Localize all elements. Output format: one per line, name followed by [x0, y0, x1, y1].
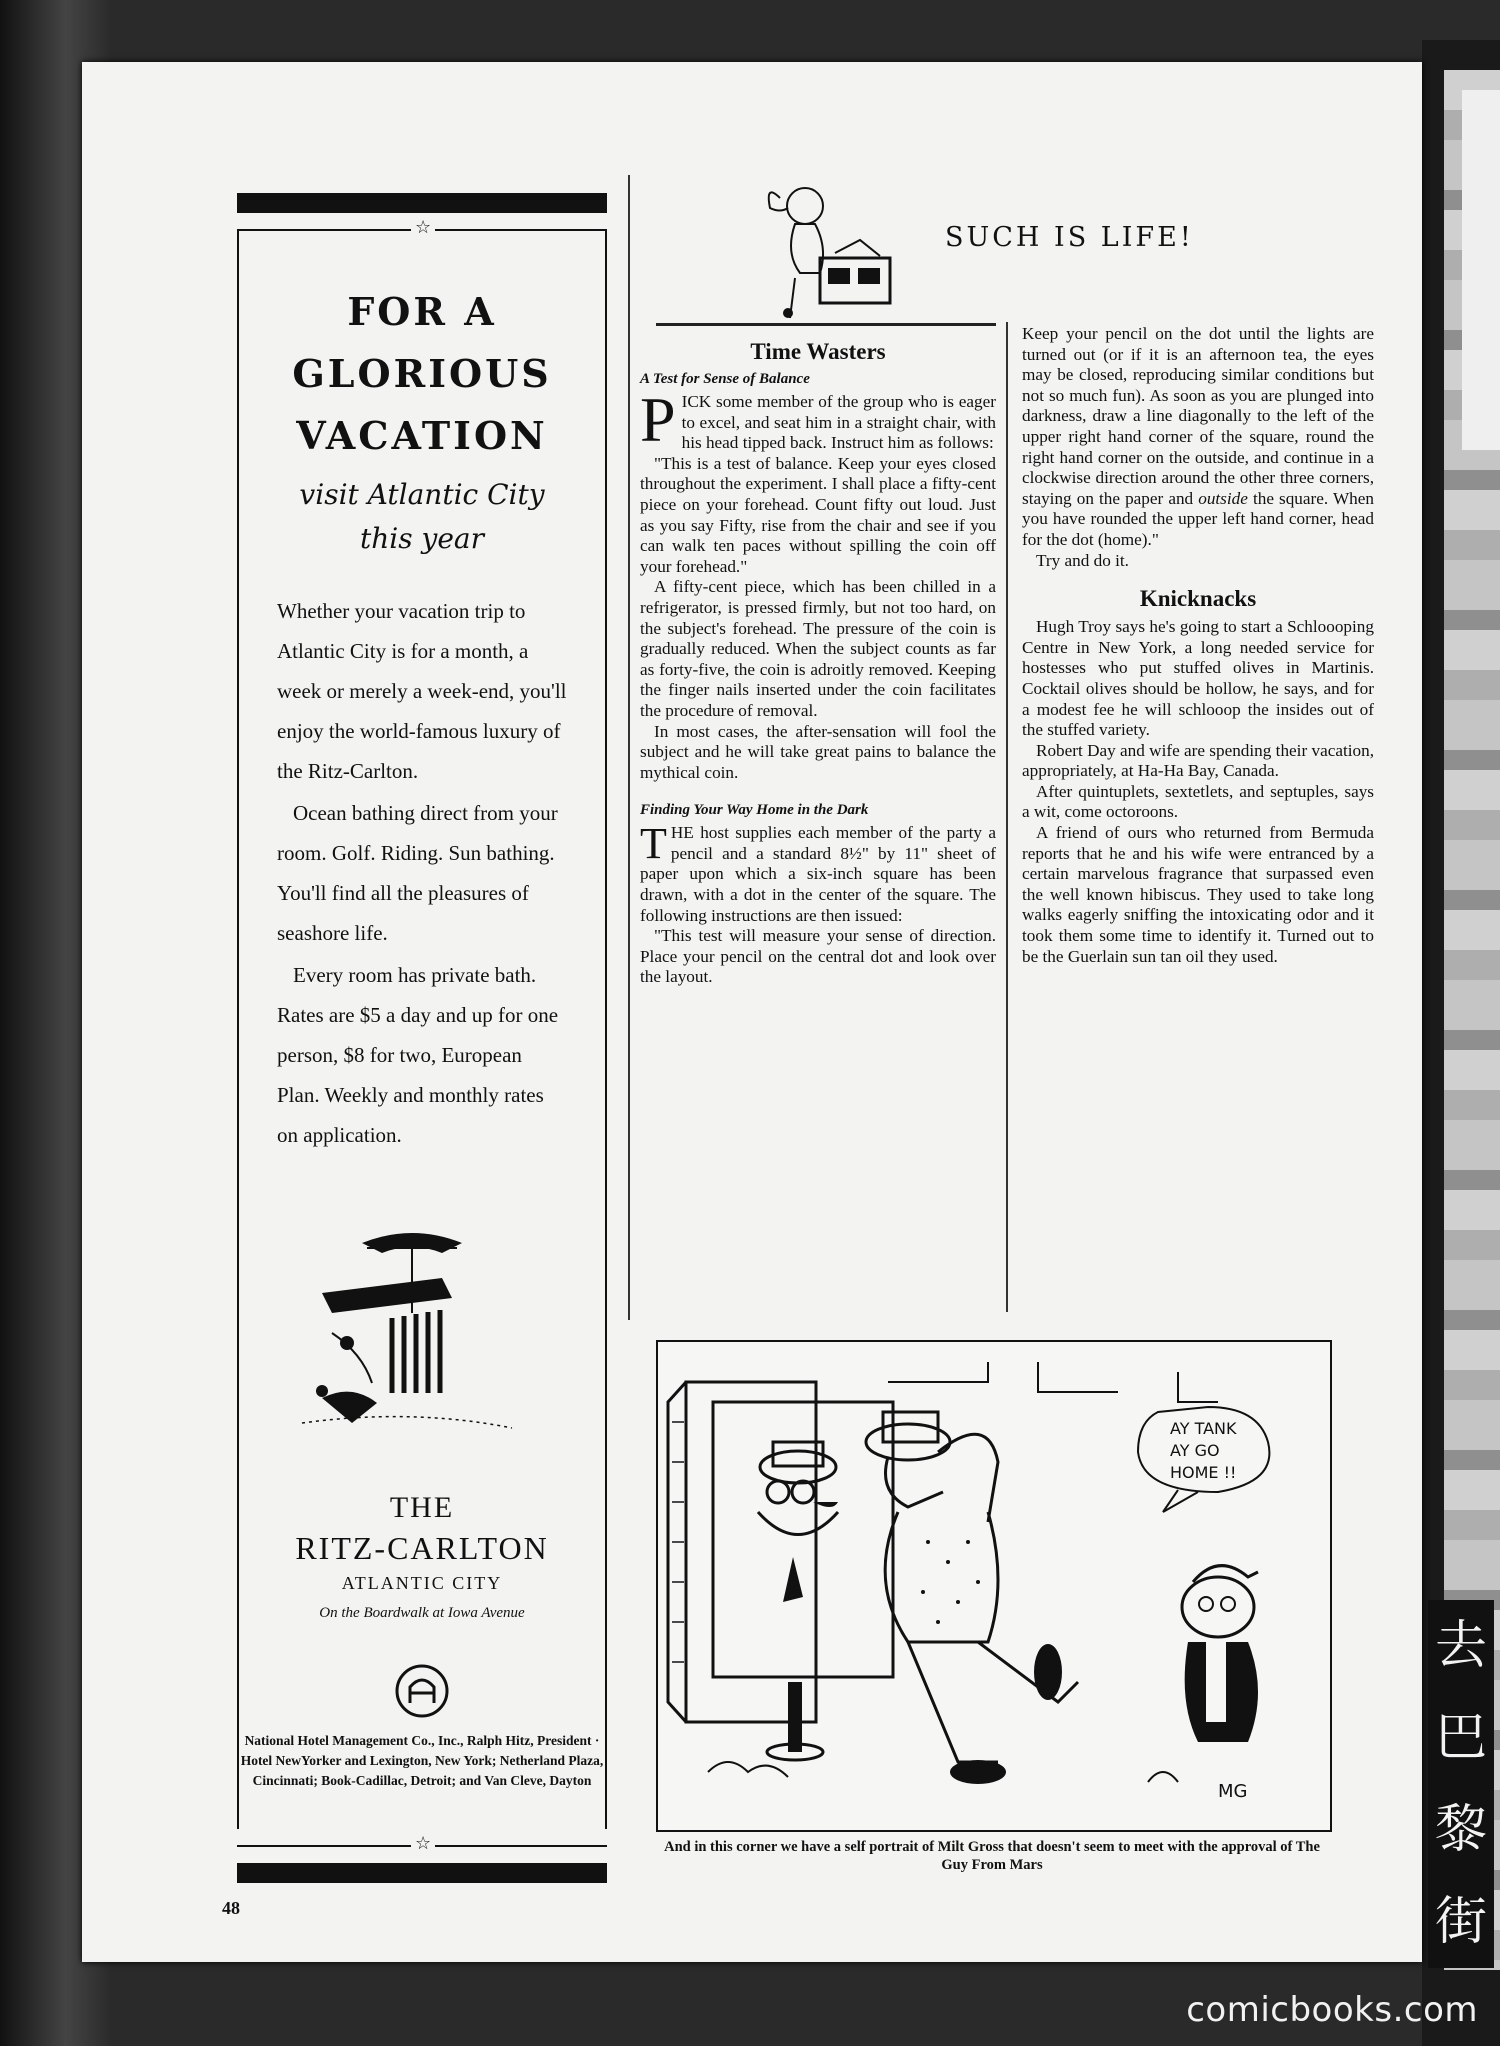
speech-line: AY GO — [1170, 1441, 1220, 1460]
article-paragraph: THE host supplies each member of the party a pencil and a standard 8½" by 11" sheet of paper upon which a six-inch square has been drawn, with a dot in the center of the square. The following instructions are then issued: — [640, 819, 996, 925]
article-paragraph: PICK some member of the group who is eager to excel, and seat him in a straight chair, with his head tipped back. Instruct him as follows: — [640, 384, 996, 455]
watermark: comicbooks.com — [1186, 1990, 1478, 2030]
adjacent-page-letter — [1462, 90, 1500, 450]
drop-cap: T — [640, 819, 667, 869]
article-paragraph: "This is a test of balance. Keep your eyes closed throughout the experiment. I shall place a fifty-cent piece on your forehead. Count fifty out loud. Just as you say Fifty, rise from the chair and see if you can walk ten paces without spilling the coin off your forehead." — [640, 453, 996, 576]
adjacent-page-cjk-text: 去 巴 黎 街 — [1428, 1600, 1494, 1968]
article-paragraph: Try and do it. — [1036, 550, 1129, 570]
hotel-logo-icon — [394, 1663, 450, 1719]
article-paragraph: In most cases, the after-sensation will fool the subject and he will take great pains to balance the mythical coin. — [640, 721, 996, 782]
ad-subhead: visit Atlantic City this year — [299, 478, 545, 555]
article-paragraph: Robert Day and wife are spending their vacation, appropriately, at Ha-Ha Bay, Canada. — [1022, 740, 1374, 781]
column-divider — [628, 175, 630, 1320]
article-column-right — [1022, 324, 1374, 967]
article-paragraph: "This test will measure your sense of direction. Place your pencil on the central dot and look over the layout. — [640, 926, 996, 987]
cartoon-drawing — [658, 1342, 1330, 1830]
section-subheading: A Test for Sense of Balance — [640, 371, 810, 387]
signature: MG — [1218, 1781, 1248, 1802]
section-heading: Knicknacks — [1139, 586, 1257, 612]
beach-cabana-illustration — [292, 1223, 522, 1453]
ad-headline: FOR A GLORIOUS VACATION — [292, 289, 552, 458]
ad-paragraph: Whether your vacation trip to Atlantic City is for a month, a week or merely a week-end, you'll enjoy the world-famous luxury of the Ritz-Carlton. — [277, 599, 567, 783]
ad-bottom-bar — [237, 1863, 607, 1883]
hotel-name-block: THE RITZ-CARLTON ATLANTIC CITY On the Boardwalk at Iowa Avenue — [295, 1491, 549, 1621]
page-number: 48 — [222, 1898, 240, 1918]
cartoon-caption: And in this corner we have a self portrait of Milt Gross that doesn't seem to meet with the approval of The Guy From Mars — [664, 1839, 1320, 1873]
article-paragraph: A friend of ours who returned from Bermuda reports that he and his wife were entranced by a certain marvelous fragrance that surpassed even the well known hibiscus. They used to take long walks eagerly sniffing the intoxicating odor and it took them some time to identify it. Turned out to be the Guerlain sun tan oil they used. — [1022, 823, 1374, 966]
cartoon-panel — [656, 1340, 1332, 1832]
article-paragraph: Hugh Troy says he's going to start a Schloooping Centre in New York, a long needed service for hostesses who put stuffed olives in Martinis. Cocktail olives should be hollow, he says, and for a modest fee he will schlooop the insides out of the stuffed variety. — [1022, 617, 1374, 740]
ritz-carlton-ad — [237, 193, 607, 1883]
article-paragraph: After quintuplets, sextetlets, and septuples, says a wit, come octoroons. — [1022, 781, 1374, 822]
header-rule — [656, 323, 996, 326]
article-paragraph: Keep your pencil on the dot until the lights are turned out (or if it is an afternoon tea, the eyes may be closed, reproducing similar conditions but not so much fun). As soon as you are plunged into darkness, draw a line diagonally to the left of the upper right hand corner of the square, round the right hand corner on the outside, and continue in a clockwise direction around the other three corners, staying on the paper and outside the square. When you have rounded the upper left hand corner, head for the dot (home)." — [1022, 324, 1374, 549]
star-icon: ☆ — [411, 1833, 435, 1854]
speech-line: HOME !! — [1170, 1463, 1237, 1482]
ad-paragraph: Ocean bathing direct from your room. Golf. Riding. Sun bathing. You'll find all the pleasures of seashore life. — [277, 801, 558, 945]
drop-cap: P — [640, 384, 676, 455]
ad-top-bar — [237, 193, 607, 213]
cupid-at-desk-illustration — [710, 178, 900, 323]
section-heading: Time Wasters — [750, 339, 886, 364]
article-title: SUCH IS LIFE! — [945, 222, 1194, 253]
section-subheading: Finding Your Way Home in the Dark — [640, 802, 869, 819]
article-column-divider — [1006, 322, 1008, 1312]
star-icon: ☆ — [411, 217, 435, 238]
ad-paragraph: Every room has private bath. Rates are $5 a day and up for one person, $8 for two, European Plan. Weekly and monthly rates on application. — [277, 963, 559, 1147]
ad-footer: National Hotel Management Co., Inc., Ralph Hitz, President · Hotel NewYorker and Lexington, New York; Netherland Plaza, Cincinnati; Book-Cadillac, Detroit; and Van Cleve, Dayton — [240, 1733, 604, 1788]
article-column-left — [640, 338, 996, 988]
speech-line: AY TANK — [1170, 1419, 1237, 1438]
article-paragraph: A fifty-cent piece, which has been chilled in a refrigerator, is pressed firmly, but not too hard, on the subject's forehead. The pressure of the coin is gradually reduced. When the subject counts as far as forty-five, the coin is adroitly removed. Keeping the finger nails inserted under the coin facilitates the procedure of removal. — [640, 577, 996, 720]
ad-body — [277, 591, 567, 1157]
